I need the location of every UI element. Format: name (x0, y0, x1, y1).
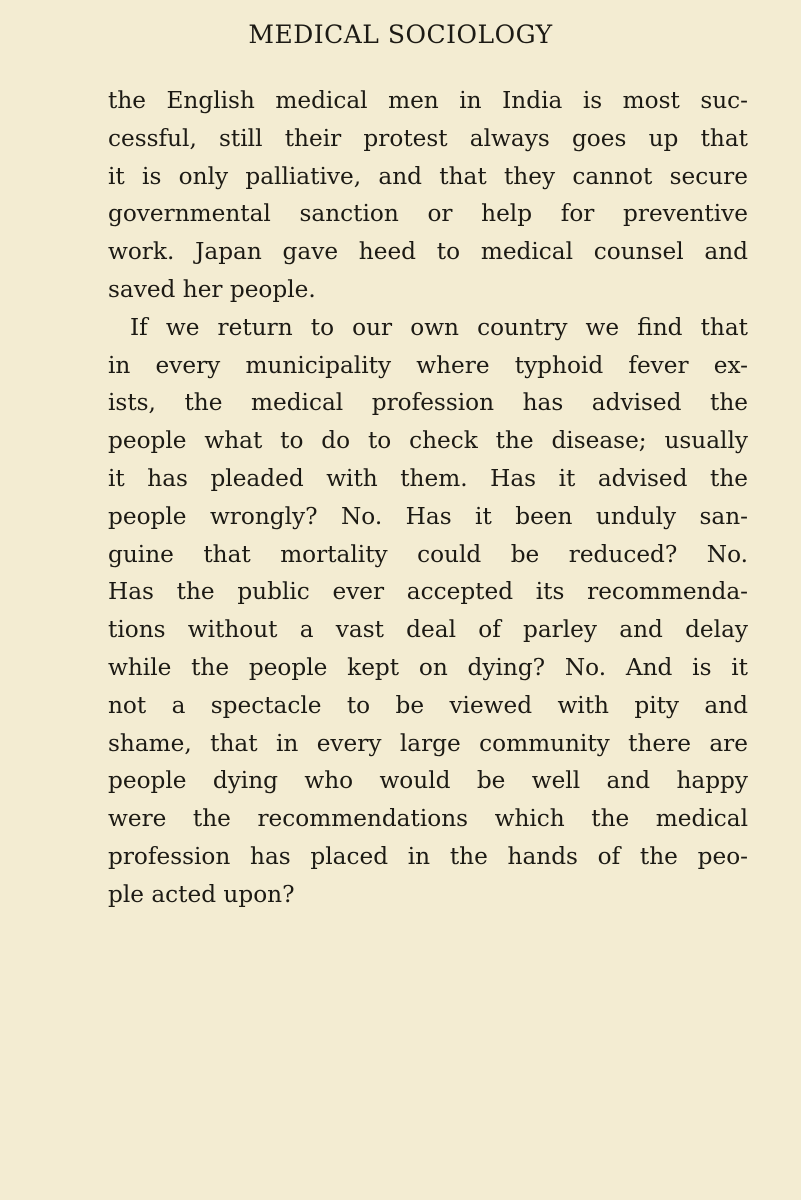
text-line: tions without a vast deal of parley and delay (108, 616, 748, 644)
text-line: people dying who would be well and happy (108, 767, 748, 795)
text-line: saved her people. (108, 275, 316, 303)
text-line: in every municipality where typhoid fever ex- (108, 351, 748, 379)
text-line: while the people kept on dying? No. And is it (108, 653, 748, 681)
running-head: MEDICAL SOCIOLOGY (248, 20, 553, 49)
body-text (108, 82, 748, 914)
text-line: not a spectacle to be viewed with pity and (108, 691, 748, 719)
text-line: profession has placed in the hands of the peo- (108, 842, 748, 870)
text-line: ple acted upon? (108, 880, 295, 908)
text-line: governmental sanction or help for preventive (108, 200, 748, 228)
text-line: cessful, still their protest always goes up that (108, 124, 748, 152)
text-line: guine that mortality could be reduced? No. (108, 540, 748, 568)
text-line: Has the public ever accepted its recommenda- (108, 578, 748, 606)
text-line: shame, that in every large community there are (108, 729, 748, 757)
text-line: it is only palliative, and that they cannot secure (108, 162, 748, 190)
text-line: ists, the medical profession has advised the (108, 389, 748, 417)
text-line: it has pleaded with them. Has it advised the (108, 464, 748, 492)
text-line: work. Japan gave heed to medical counsel and (108, 238, 748, 266)
text-line: If we return to our own country we find that (130, 313, 748, 341)
text-line: people wrongly? No. Has it been unduly san- (108, 502, 748, 530)
text-line: people what to do to check the disease; usually (108, 427, 748, 455)
text-line: the English medical men in India is most suc- (108, 87, 748, 114)
text-line: were the recommendations which the medical (108, 805, 748, 833)
